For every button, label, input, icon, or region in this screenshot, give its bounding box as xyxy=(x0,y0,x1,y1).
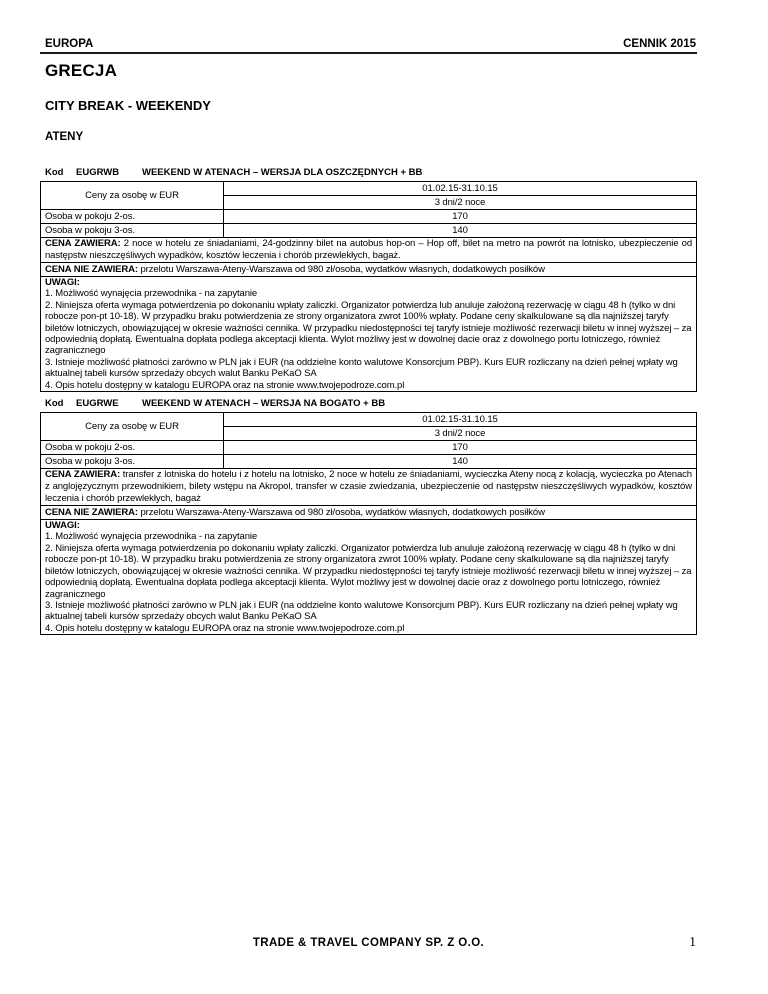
price-row-label: Osoba w pokoju 3-os. xyxy=(41,455,224,469)
offer-title: WEEKEND W ATENACH – WERSJA DLA OSZCZĘDNYCH + BB xyxy=(142,167,423,178)
city-title: ATENY xyxy=(45,131,84,143)
document-header xyxy=(40,37,697,54)
price-row-label: Osoba w pokoju 3-os. xyxy=(41,224,224,238)
footer-company: TRADE & TRAVEL COMPANY SP. Z O.O. xyxy=(252,937,485,949)
table-row xyxy=(41,441,697,455)
header-right-label: CENNIK 2015 xyxy=(623,38,696,50)
season-cell: 01.02.15-31.10.15 xyxy=(224,182,697,196)
page-footer xyxy=(40,936,697,950)
offer-1-table xyxy=(40,181,697,392)
note-item: 3. Istnieje możliwość płatności zarówno w PLN jak i EUR (na oddzielne konto walutowe Konsorcjum PBP). Kurs EUR rozliczany na dzień pełnej wpłaty wg aktualnej tabeli kursów sprzedaży obcych walut Banku PeKaO SA xyxy=(45,356,678,380)
page-number: 1 xyxy=(689,934,696,949)
table-row xyxy=(41,224,697,238)
excludes-text: przelotu Warszawa-Ateny-Warszawa od 980 zł/osoba, wydatków własnych, dodatkowych posiłków xyxy=(140,263,545,275)
notes-cell xyxy=(41,277,697,392)
note-item: 4. Opis hotelu dostępny w katalogu EUROPA oraz na stronie www.twojepodroze.com.pl xyxy=(45,379,405,391)
note-item: 2. Niniejsza oferta wymaga potwierdzenia po dokonaniu wpłaty zaliczki. Organizator potwierdza lub anuluje założoną rezerwację w ciągu 48 h (tylko w dni robocze pon-pt 10-18). W przypadku braku potwierdzenia ze strony organizatora zwrot 100% wpłaty. Podane ceny skalkulowane są dla najniższej taryfy biletów lotniczych, obowiązującej w okresie ważności cennika. W przypadku niedostępności tej taryfy istnieje możliwość rezerwacji biletu w innej wyższej – za odpowiednią dopłatą. Ewentualna dopłata podlega akceptacji klienta. Wylot możliwy jest w dowolnej dacie oraz z dowolnego portu lotniczego, również zagranicznego xyxy=(45,542,692,600)
includes-cell xyxy=(41,469,697,506)
excludes-label: CENA NIE ZAWIERA: xyxy=(45,506,138,518)
excludes-cell xyxy=(41,506,697,520)
document-content xyxy=(40,37,697,635)
season-cell: 01.02.15-31.10.15 xyxy=(224,413,697,427)
includes-text: transfer z lotniska do hotelu i z hotelu na lotnisko, 2 noce w hotelu ze śniadaniami, wycieczka Ateny nocą z kolacją, wycieczka po Atenach z anglojęzycznym przewodnikiem, bilety wstępu na Akropol, transfer w czasie zwiedzania, ubezpieczenie od następstw nieszczęśliwych wypadków, kosztów leczenia i chorób przewlekłych, bagaż xyxy=(45,469,692,505)
country-title: GRECJA xyxy=(45,61,118,80)
duration-cell: 3 dni/2 noce xyxy=(224,427,697,441)
offer-2-code-line xyxy=(45,398,697,410)
note-item: 2. Niniejsza oferta wymaga potwierdzenia po dokonaniu wpłaty zaliczki. Organizator potwierdza lub anuluje założoną rezerwację w ciągu 48 h (tylko w dni robocze pon-pt 10-18). W przypadku braku potwierdzenia ze strony organizatora zwrot 100% wpłaty. Podane ceny skalkulowane są dla najniższej taryfy biletów lotniczych, obowiązującej w okresie ważności cennika. W przypadku niedostępności tej taryfy istnieje możliwość rezerwacji biletu w innej wyższej – za odpowiednią dopłatą. Ewentualna dopłata podlega akceptacji klienta. Wylot możliwy jest w dowolnej dacie oraz z dowolnego portu lotniczego, również zagranicznego xyxy=(45,299,692,357)
duration-cell: 3 dni/2 noce xyxy=(224,196,697,210)
offer-2-table xyxy=(40,412,697,635)
excludes-text: przelotu Warszawa-Ateny-Warszawa od 980 zł/osoba, wydatków własnych, dodatkowych posiłków xyxy=(140,506,545,518)
notes-label: UWAGI: xyxy=(45,520,80,532)
table-row xyxy=(41,210,697,224)
includes-text: 2 noce w hotelu ze śniadaniami, 24-godzinny bilet na autobus hop-on – Hop off, bilet na metro na powrót na lotnisko, ubezpieczenie od następstw nieszczęśliwych wypadków, kosztów leczenia i chorób przewlekłych, bagaż. xyxy=(45,238,693,261)
note-item: 1. Możliwość wynajęcia przewodnika - na zapytanie xyxy=(45,288,258,300)
note-item: 4. Opis hotelu dostępny w katalogu EUROPA oraz na stronie www.twojepodroze.com.pl xyxy=(45,622,405,634)
price-header-cell: Ceny za osobę w EUR xyxy=(41,182,224,210)
section-title: CITY BREAK - WEEKENDY xyxy=(45,98,211,113)
offer-code: EUGRWE xyxy=(76,398,119,410)
price-row-value: 170 xyxy=(224,441,697,455)
excludes-label: CENA NIE ZAWIERA: xyxy=(45,263,138,275)
offer-title: WEEKEND W ATENACH – WERSJA NA BOGATO + BB xyxy=(142,398,386,410)
notes-label: UWAGI: xyxy=(45,277,80,288)
price-row-label: Osoba w pokoju 2-os. xyxy=(41,441,224,455)
price-row-value: 140 xyxy=(224,224,697,238)
offer-code: EUGRWB xyxy=(76,167,120,178)
note-item: 1. Możliwość wynajęcia przewodnika - na zapytanie xyxy=(45,531,258,543)
includes-cell xyxy=(41,238,697,263)
excludes-cell xyxy=(41,263,697,277)
offer-1-code-line xyxy=(45,167,697,179)
includes-label: CENA ZAWIERA: xyxy=(45,469,121,481)
kod-label: Kod xyxy=(45,398,64,410)
price-row-label: Osoba w pokoju 2-os. xyxy=(41,210,224,224)
notes-cell xyxy=(41,520,697,635)
table-row xyxy=(41,455,697,469)
header-left-label: EUROPA xyxy=(45,38,94,50)
price-row-value: 170 xyxy=(224,210,697,224)
price-header-cell: Ceny za osobę w EUR xyxy=(41,413,224,441)
price-row-value: 140 xyxy=(224,455,697,469)
includes-label: CENA ZAWIERA: xyxy=(45,238,121,249)
kod-label: Kod xyxy=(45,167,64,178)
note-item: 3. Istnieje możliwość płatności zarówno w PLN jak i EUR (na oddzielne konto walutowe Konsorcjum PBP). Kurs EUR rozliczany na dzień pełnej wpłaty wg aktualnej tabeli kursów sprzedaży obcych walut Banku PeKaO SA xyxy=(45,599,678,623)
